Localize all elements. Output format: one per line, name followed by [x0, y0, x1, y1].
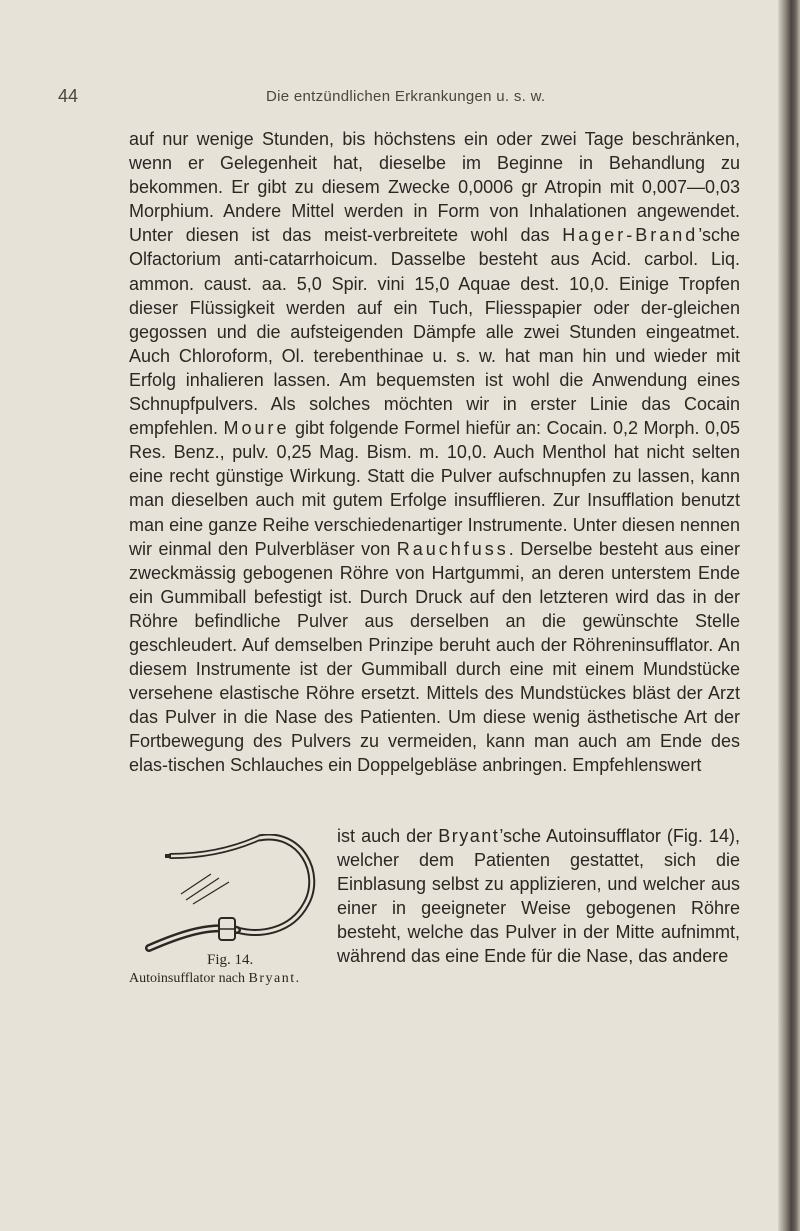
author-name-moure: Moure: [223, 418, 290, 439]
page-number: 44: [58, 86, 79, 106]
running-head: Die entzündlichen Erkrankungen u. s. w.: [266, 88, 546, 105]
paragraph-main: auf nur wenige Stunden, bis höchstens ein oder zwei Tage beschränken, wenn er Gelegenheit hat, dieselbe im Beginne in Behandlung zu bekommen. Er gibt zu diesem Zwecke 0,0006 gr Atropin mit 0,007—0,03 Morphium. Andere Mittel werden in Form von Inhalationen angewendet. Unter diesen ist das meist-verbreitete wohl das Hager-Brand’sche Olfactorium anti-catarrhoicum. Dasselbe besteht aus Acid. carbol. Liq. ammon. caust. aa. 5,0 Spir. vini 15,0 Aquae dest. 10,0. Einige Tropfen dieser Flüssigkeit werden auf ein Tuch, Fliesspapier oder der-gleichen gegossen und die aufsteigenden Dämpfe alle zwei Stunden eingeatmet. Auch Chloroform, Ol. terebenthinae u. s. w. hat man hin und wieder mit Erfolg inhalieren lassen. Am bequemsten ist wohl die Anwendung eines Schnupfpulvers. Als solches möchten wir in erster Linie das Cocain empfehlen. Moure gibt folgende Formel hiefür an: Cocain. 0,2 Morph. 0,05 Res. Benz., pulv. 0,25 Mag. Bism. m. 10,0. Auch Menthol hat nicht selten eine recht günstige Wirkung. Statt die Pulver aufschnupfen zu lassen, kann man dieselben auch mit gutem Erfolge insufflieren. Zur Insufflation benutzt man eine ganze Reihe verschiedenartiger Instrumente. Unter diesen nennen wir einmal den Pulverbläser von Rauchfuss. Derselbe besteht aus einer zweckmässig gebogenen Röhre von Hartgummi, an deren unterstem Ende ein Gummiball befestigt ist. Durch Druck auf den letzteren wird das in der Röhre befindliche Pulver aus derselben an die gewünschte Stelle geschleudert. Auf demselben Prinzipe beruht auch der Röhreninsufflator. An diesem Instrumente ist der Gummiball durch eine mit einem Mundstücke versehene elastische Röhre ersetzt. Mittels des Mundstückes bläst der Arzt das Pulver in die Nase des Patienten. Um diese wenig ästhetische Art der Fortbewegung des Pulvers zu vermeiden, kann man auch am Ende des elas-tischen Schlauches ein Doppelgebläse anbringen. Empfehlenswert: [129, 129, 740, 776]
author-name-rauchfuss: Rauchfuss: [396, 538, 509, 559]
figure-label: Fig. 14.: [207, 952, 254, 968]
paragraph-beside-figure: ist auch der Bryant’sche Autoinsufflator (Fig. 14), welcher dem Patienten gestattet, sich die Einblasung selbst zu applizieren, und welcher aus einer in geeigneter Weise gebogenen Röhre besteht, welche das Pulver in der Mitte aufnimmt, während das eine Ende für die Nase, das andere: [337, 826, 740, 967]
figure-section: [129, 824, 740, 994]
author-name-hager-brand: Hager-Brand: [562, 225, 699, 246]
page-edge-shadow: [778, 0, 800, 1231]
author-name-bryant: Bryant: [438, 826, 500, 846]
page-header: [58, 86, 738, 116]
figure-14: [129, 824, 329, 994]
autoinsufflator-illustration: [141, 834, 321, 952]
figure-caption: Autoinsufflator nach Bryant.: [129, 971, 300, 986]
body-text: [129, 127, 740, 778]
